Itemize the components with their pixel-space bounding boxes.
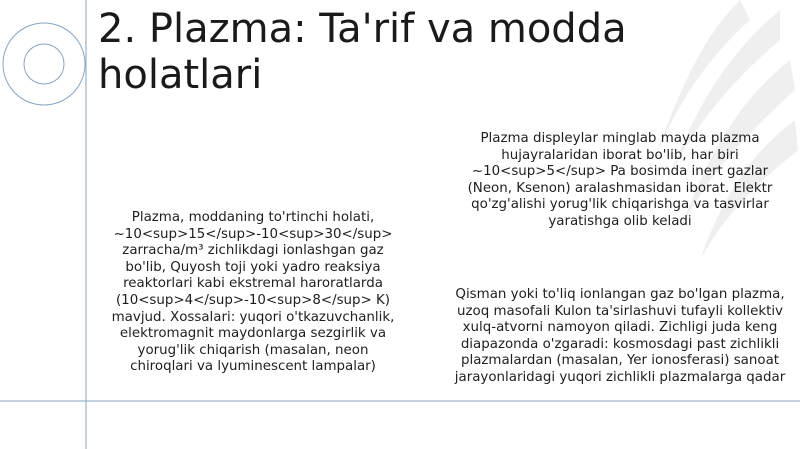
small-circle-outline bbox=[24, 44, 64, 84]
plasma-display-paragraph: Plazma displeylar minglab mayda plazma hujayralaridan iborat bo'lib, har biri ~10<sup>5</sup> Pa bosimda inert gazlar (Neon, Ksenon) aralashmasidan iborat. Elektr qo'zg'alishi yorug'lik chiqarishga va tasvirlar yaratishga olib keladi bbox=[467, 131, 773, 229]
collective-behavior-paragraph: Qisman yoki to'liq ionlangan gaz bo'lgan plazma, uzoq masofali Kulon ta'sirlashuvi tufayli kollektiv xulq-atvorni namoyon qiladi. Zichligi juda keng diapazonda o'zgaradi: kosmosdagi past zichlikli plazmalardan (masalan, Yer ionosferasi) sanoat jarayonlaridagi yuqori zichlikli plazmalarga qadar bbox=[454, 287, 786, 385]
slide-title: 2. Plazma: Ta'rif va modda holatlari bbox=[98, 6, 627, 98]
large-circle-outline bbox=[3, 23, 85, 105]
definition-paragraph: Plazma, moddaning to'rtinchi holati, ~10<sup>15</sup>-10<sup>30</sup> zarracha/m³ zichlikdagi ionlashgan gaz bo'lib, Quyosh toji yoki yadro reaksiya reaktorlari kabi ekstremal haroratlarda (10<sup>4</sup>-10<sup>8</sup> K) mavjud. Xossalari: yuqori o'tkazuvchanlik, elektromagnit maydonlarga sezgirlik va yorug'lik chiqarish (masalan, neon chiroqlari va lyuminescent lampalar) bbox=[111, 210, 395, 375]
